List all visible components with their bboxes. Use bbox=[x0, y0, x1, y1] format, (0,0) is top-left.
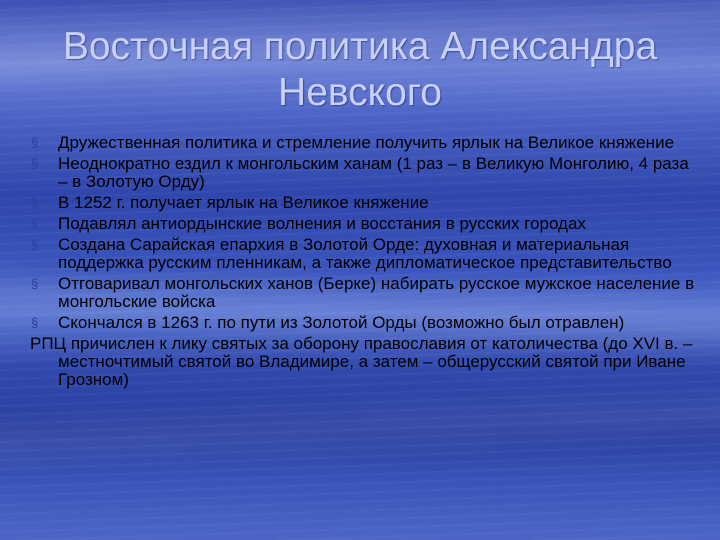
list-item-text: Создана Сарайская епархия в Золотой Орде: духовная и материальная поддержка русским пленникам, а также дипломатическое представительство bbox=[58, 235, 672, 272]
list-item bbox=[30, 314, 700, 332]
slide-content bbox=[30, 134, 700, 389]
closing-paragraph: РПЦ причислен к лику святых за оборону православия от католичества (до XVI в. – местночтимый святой во Владимире, а затем – общерусский святой при Иване Грозном) bbox=[30, 334, 693, 389]
list-item-text: Скончался в 1263 г. по пути из Золотой Орды (возможно был отравлен) bbox=[58, 313, 625, 332]
square-bullet-icon: § bbox=[31, 237, 39, 252]
list-item-text: Подавлял антиордынские волнения и восстания в русских городах bbox=[58, 214, 586, 233]
list-item bbox=[30, 215, 700, 233]
list-item-text: Отговаривал монгольских ханов (Берке) набирать русское мужское население в монгольские войска bbox=[58, 274, 695, 311]
square-bullet-icon: § bbox=[31, 315, 39, 330]
square-bullet-icon: § bbox=[31, 276, 39, 291]
slide-title: Восточная политика Александра Невского bbox=[62, 25, 658, 114]
list-item-text: В 1252 г. получает ярлык на Великое княжение bbox=[58, 193, 429, 212]
list-item bbox=[30, 155, 700, 191]
square-bullet-icon: § bbox=[31, 156, 39, 171]
list-item bbox=[30, 275, 700, 311]
list-item bbox=[30, 194, 700, 212]
list-item bbox=[30, 134, 700, 152]
square-bullet-icon: § bbox=[31, 216, 39, 231]
list-item-text: Неоднократно ездил к монгольским ханам (1 раз – в Великую Монголию, 4 раза – в Золотую Орду) bbox=[58, 154, 689, 191]
list-item-text: Дружественная политика и стремление получить ярлык на Великое княжение bbox=[58, 133, 675, 152]
square-bullet-icon: § bbox=[31, 135, 39, 150]
list-item bbox=[30, 236, 700, 272]
square-bullet-icon: § bbox=[31, 195, 39, 210]
